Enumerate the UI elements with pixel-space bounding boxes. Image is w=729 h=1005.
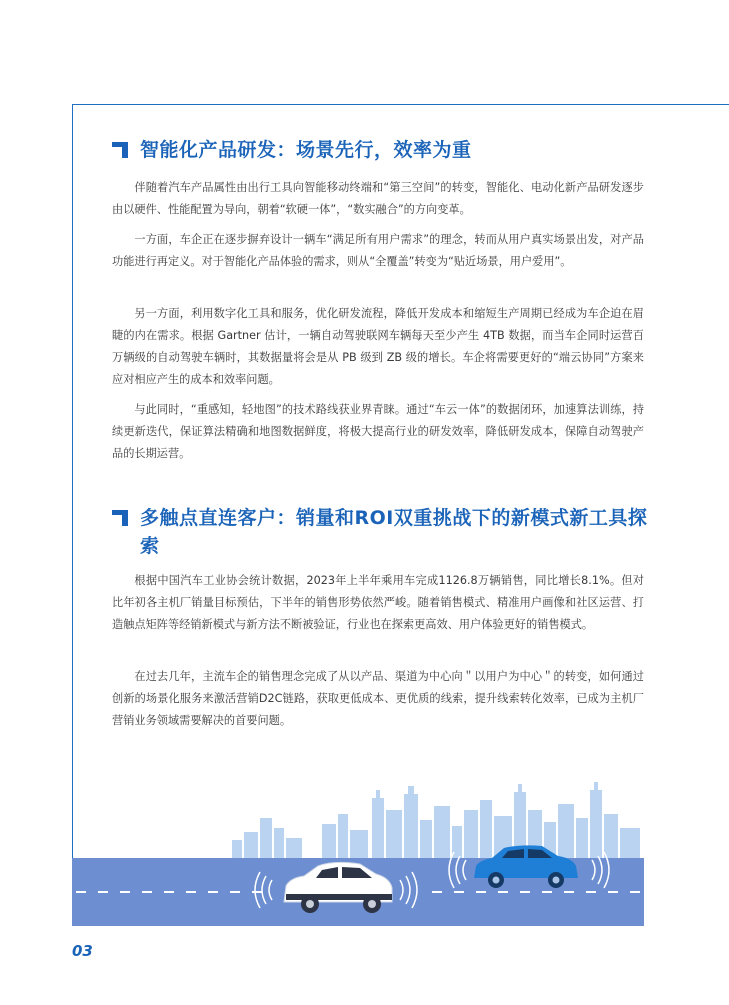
section1-heading-text: 智能化产品研发：场景先行，效率为重 [140, 139, 472, 161]
heading-marker-icon [112, 510, 128, 526]
city-road-illustration [72, 780, 644, 926]
heading-marker-icon [112, 142, 128, 158]
section1-paragraph-4: 与此同时，“重感知，轻地图”的技术路线获业界青睐。通过“车云一体”的数据闭环，加速算法训练，持续更新迭代，保证算法精确和地图数据鲜度，将极大提高行业的研发效率，降低研发成本，保障自动驾驶产品的长期运营。 [112, 403, 644, 460]
section1-paragraph-2: 一方面，车企正在逐步摒弃设计一辆车“满足所有用户需求”的理念，转而从用户真实场景出发，对产品功能进行再定义。对于智能化产品体验的需求，则从“全覆盖”转变为“贴近场景，用户爱用”。 [112, 233, 644, 268]
section2-heading [112, 504, 652, 560]
frame-top-line [72, 104, 729, 105]
city-skyline [232, 782, 640, 860]
section1-paragraph-3: 另一方面，利用数字化工具和服务，优化研发流程，降低开发成本和缩短生产周期已经成为车企迫在眉睫的内在需求。根据 Gartner 估计，一辆自动驾驶联网车辆每天至少产生 4TB 数据，而当车企同时运营百万辆级的自动驾驶车辆时，其数据量将会是从 PB 级到 ZB 级的增长。车企将需要更好的“端云协同”方案来应对相应产生的成本和效率问题。 [112, 307, 644, 386]
section2-paragraph-2: 在过去几年，主流车企的销售理念完成了从以产品、渠道为中心向＂以用户为中心＂的转变，如何通过创新的场景化服务来激活营销D2C链路，获取更低成本、更优质的线索，提升线索转化效率，已成为主机厂营销业务领域需要解决的首要问题。 [112, 670, 644, 727]
section1-paragraph-1: 伴随着汽车产品属性由出行工具向智能移动终端和“第三空间”的转变，智能化、电动化新产品研发逐步由以硬件、性能配置为导向，朝着“软硬一体”，“数实融合”的方向变革。 [112, 181, 644, 216]
section1-heading [112, 136, 652, 164]
section2-heading-text: 多触点直连客户：销量和ROI双重挑战下的新模式新工具探索 [140, 507, 648, 557]
section2-paragraph-1: 根据中国汽车工业协会统计数据，2023年上半年乘用车完成1126.8万辆销售，同比增长8.1%。但对比年初各主机厂销量目标预估，下半年的销售形势依然严峻。随着销售模式、精准用户画像和社区运营、打造触点矩阵等经销新模式与新方法不断被验证，行业也在探索更高效、用户体验更好的销售模式。 [112, 574, 644, 631]
page-number: 03 [72, 942, 93, 960]
